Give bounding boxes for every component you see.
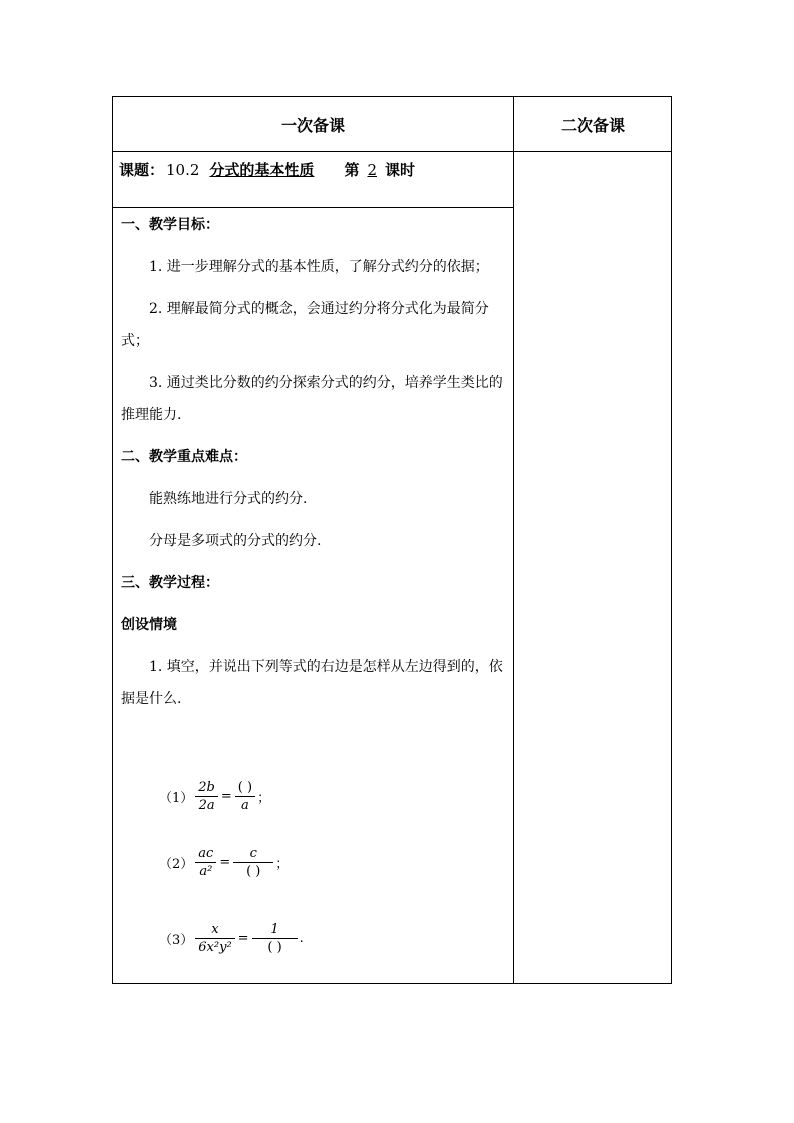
lesson-label: 课题： [119, 161, 165, 179]
period-suffix: 课时 [385, 161, 416, 179]
lhs-fraction: $\frac{x}{\text{6x²y²}}$ [195, 921, 234, 956]
equation-3: （3） $\frac{x}{\text{6x²y²}}$ = $\frac{1}{( )}$ . [159, 922, 304, 955]
process-subheading: 创设情境 [121, 617, 177, 633]
period-value: 2 [367, 161, 377, 179]
equation-1: （1） $\frac{2b}{2a}$ = $\frac{( )}{a}$ ； [159, 780, 271, 813]
objective-item: 2. 理解最简分式的概念，会通过约分将分式化为最简分式； [121, 301, 489, 349]
rhs-fraction: $\frac{( )}{a}$ [235, 779, 255, 814]
key-point-item: 能熟练地进行分式的约分. [149, 491, 308, 507]
objectives-heading: 一、教学目标： [121, 217, 219, 233]
key-point-item: 分母是多项式的分式的约分. [149, 533, 322, 549]
lesson-number: 10.2 [166, 161, 200, 179]
title-divider [113, 207, 513, 208]
process-heading: 三、教学过程： [121, 575, 219, 591]
lesson-plan-table [112, 96, 672, 984]
lhs-fraction: $\frac{ac}{\text{a²}}$ [195, 845, 216, 880]
rhs-fraction: $\frac{1}{( )}$ [252, 921, 298, 956]
objective-item: 1. 进一步理解分式的基本性质，了解分式约分的依据； [149, 259, 489, 275]
second-prep-header: 二次备课 [560, 115, 625, 135]
content-block [121, 209, 507, 715]
equation-2: （2） $\frac{ac}{\text{a²}}$ = $\frac{c}{( )}$ ； [159, 846, 289, 879]
equation-label: （2） [159, 857, 194, 872]
equation-label: （3） [159, 933, 194, 948]
key-points-heading: 二、教学重点难点： [121, 449, 247, 465]
first-prep-header: 一次备课 [280, 115, 345, 135]
lesson-title [119, 159, 415, 180]
column-divider [513, 97, 514, 983]
header-divider [113, 151, 671, 152]
lesson-topic: 分式的基本性质 [209, 161, 315, 179]
rhs-fraction: $\frac{c}{( )}$ [233, 845, 273, 880]
period-prefix: 第 [344, 161, 360, 179]
process-task: 1. 填空，并说出下列等式的右边是怎样从左边得到的，依据是什么. [121, 659, 503, 707]
objective-item: 3. 通过类比分数的约分探索分式的约分，培养学生类比的推理能力. [121, 375, 503, 423]
equation-label: （1） [159, 791, 194, 806]
lhs-fraction: $\frac{2b}{2a}$ [195, 779, 218, 814]
